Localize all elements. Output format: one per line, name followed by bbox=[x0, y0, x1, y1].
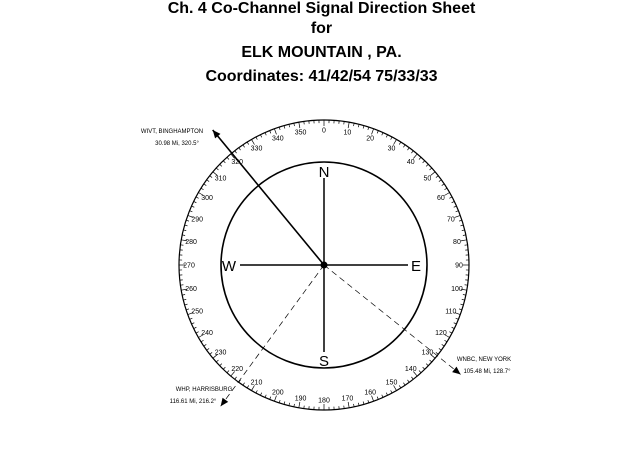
degree-label: 40 bbox=[406, 159, 415, 167]
north-label: N bbox=[318, 164, 330, 181]
degree-tick bbox=[372, 396, 374, 402]
south-label: S bbox=[318, 353, 330, 370]
degree-tick bbox=[185, 225, 188, 226]
degree-tick bbox=[442, 344, 444, 346]
degree-tick bbox=[348, 402, 349, 408]
degree-tick bbox=[204, 184, 206, 186]
degree-tick bbox=[423, 161, 425, 163]
degree-tick bbox=[411, 151, 413, 153]
degree-tick bbox=[220, 164, 222, 166]
degree-tick bbox=[452, 201, 455, 202]
degree-label: 30 bbox=[387, 145, 396, 153]
degree-tick bbox=[436, 176, 438, 178]
sheet-title-for: for bbox=[310, 20, 333, 37]
degree-tick bbox=[279, 127, 280, 130]
degree-label: 310 bbox=[214, 175, 227, 183]
degree-label: 190 bbox=[294, 395, 307, 403]
degree-label: 60 bbox=[437, 195, 445, 202]
degree-label: 180 bbox=[318, 397, 330, 405]
degree-tick bbox=[207, 348, 209, 350]
degree-tick bbox=[348, 122, 349, 128]
station-direction-lines bbox=[213, 127, 461, 406]
degree-tick bbox=[372, 129, 374, 135]
degree-tick bbox=[439, 348, 441, 350]
degree-tick bbox=[386, 393, 387, 396]
degree-tick bbox=[235, 377, 237, 379]
degree-tick bbox=[243, 383, 245, 385]
station-label-whp-name: WHP, HARRISBURG bbox=[175, 387, 233, 393]
degree-tick bbox=[256, 390, 257, 393]
degree-label: 140 bbox=[404, 365, 417, 373]
degree-tick bbox=[216, 168, 218, 170]
degree-tick bbox=[207, 180, 209, 182]
degree-label: 330 bbox=[250, 145, 263, 153]
degree-tick bbox=[363, 401, 364, 404]
degree-tick bbox=[210, 352, 212, 354]
degree-tick bbox=[444, 340, 447, 342]
degree-tick bbox=[452, 327, 455, 328]
degree-tick bbox=[394, 139, 397, 144]
degree-label: 320 bbox=[231, 159, 244, 167]
degree-tick bbox=[194, 201, 197, 202]
degree-tick bbox=[260, 393, 261, 396]
degree-tick bbox=[460, 225, 463, 226]
degree-tick bbox=[223, 367, 225, 369]
degree-tick bbox=[274, 129, 276, 135]
degree-tick bbox=[279, 400, 280, 403]
degree-label: 90 bbox=[455, 262, 463, 270]
degree-label: 240 bbox=[201, 330, 213, 337]
degree-label: 210 bbox=[250, 379, 263, 387]
degree-tick bbox=[239, 148, 241, 150]
degree-tick bbox=[186, 309, 189, 310]
degree-label: 250 bbox=[191, 308, 203, 316]
station-label-wnbc-detail: 105.48 Mi, 128.7° bbox=[463, 369, 511, 375]
degree-tick bbox=[386, 135, 387, 138]
degree-tick bbox=[265, 395, 266, 398]
degree-tick bbox=[186, 220, 189, 221]
coordinates: Coordinates: 41/42/54 75/33/33 bbox=[205, 68, 438, 85]
degree-tick bbox=[196, 332, 199, 333]
degree-tick bbox=[299, 122, 300, 128]
degree-tick bbox=[363, 126, 364, 129]
degree-label: 300 bbox=[201, 195, 213, 202]
degree-tick bbox=[247, 142, 249, 145]
degree-tick bbox=[461, 240, 467, 241]
degree-tick bbox=[382, 395, 383, 398]
degree-tick bbox=[216, 360, 218, 362]
degree-tick bbox=[243, 145, 245, 147]
degree-label: 350 bbox=[294, 129, 307, 137]
degree-tick bbox=[403, 383, 405, 385]
degree-tick bbox=[192, 206, 195, 207]
degree-tick bbox=[185, 304, 188, 305]
degree-label: 160 bbox=[364, 389, 377, 397]
degree-tick bbox=[223, 161, 225, 163]
degree-tick bbox=[274, 396, 276, 402]
degree-tick bbox=[430, 168, 432, 170]
degree-tick bbox=[204, 344, 206, 346]
degree-tick bbox=[419, 371, 421, 373]
degree-tick bbox=[426, 364, 428, 366]
degree-tick bbox=[442, 184, 444, 186]
degree-tick bbox=[391, 390, 392, 393]
station-label-wivt-detail: 30.98 Mi, 320.5° bbox=[155, 141, 199, 147]
degree-tick bbox=[423, 367, 425, 369]
degree-tick bbox=[192, 323, 195, 324]
degree-tick bbox=[368, 400, 369, 403]
degree-tick bbox=[227, 157, 229, 159]
degree-label: 120 bbox=[435, 330, 447, 337]
degree-label: 130 bbox=[421, 349, 434, 357]
station-label-whp-detail: 116.61 Mi, 216.2° bbox=[169, 399, 217, 405]
degree-tick bbox=[459, 220, 462, 221]
degree-tick bbox=[284, 401, 285, 404]
degree-tick bbox=[235, 151, 237, 153]
degree-tick bbox=[444, 188, 447, 190]
station-arrowhead bbox=[452, 367, 460, 375]
station-label-wnbc-name: WNBC, NEW YORK bbox=[456, 357, 512, 363]
degree-label: 150 bbox=[385, 379, 398, 387]
degree-label: 70 bbox=[446, 216, 455, 224]
degree-tick bbox=[201, 188, 204, 190]
east-label: E bbox=[410, 258, 422, 275]
degree-label: 100 bbox=[451, 285, 463, 293]
degree-tick bbox=[368, 127, 369, 130]
degree-tick bbox=[403, 145, 405, 147]
degree-label: 20 bbox=[366, 135, 375, 143]
sheet-title: Ch. 4 Co-Channel Signal Direction Sheet bbox=[167, 0, 476, 17]
degree-tick bbox=[220, 364, 222, 366]
degree-tick bbox=[382, 133, 383, 136]
degree-tick bbox=[399, 142, 401, 145]
degree-tick bbox=[426, 164, 428, 166]
degree-tick bbox=[284, 126, 285, 129]
degree-tick bbox=[411, 377, 413, 379]
degree-tick bbox=[399, 385, 401, 388]
center-point bbox=[321, 262, 328, 269]
degree-tick bbox=[252, 139, 255, 144]
degree-label: 290 bbox=[191, 216, 203, 224]
degree-label: 110 bbox=[445, 308, 457, 316]
degree-label: 170 bbox=[341, 395, 354, 403]
degree-tick bbox=[265, 133, 266, 136]
degree-label: 220 bbox=[231, 365, 244, 373]
degree-label: 200 bbox=[271, 389, 284, 397]
degree-tick bbox=[299, 402, 300, 408]
degree-tick bbox=[407, 148, 409, 150]
degree-tick bbox=[449, 332, 452, 333]
degree-tick bbox=[196, 197, 199, 198]
degree-tick bbox=[201, 340, 204, 342]
degree-tick bbox=[454, 206, 457, 207]
degree-tick bbox=[449, 197, 452, 198]
degree-tick bbox=[454, 323, 457, 324]
degree-tick bbox=[391, 137, 392, 140]
degree-label: 340 bbox=[271, 135, 284, 143]
degree-tick bbox=[227, 371, 229, 373]
station-direction-line bbox=[221, 265, 324, 406]
station-arrowhead bbox=[221, 398, 229, 407]
degree-tick bbox=[459, 309, 462, 310]
degree-tick bbox=[260, 135, 261, 138]
degree-tick bbox=[194, 327, 197, 328]
degree-tick bbox=[436, 352, 438, 354]
degree-tick bbox=[430, 360, 432, 362]
degree-label: 80 bbox=[453, 239, 461, 247]
degree-label: 280 bbox=[185, 239, 197, 247]
west-label: W bbox=[221, 258, 237, 275]
degree-label: 230 bbox=[214, 349, 227, 357]
degree-tick bbox=[460, 304, 463, 305]
degree-label: 10 bbox=[343, 129, 352, 137]
station-direction-line bbox=[213, 127, 326, 265]
degree-tick bbox=[256, 137, 257, 140]
degree-label: 260 bbox=[185, 285, 197, 293]
degree-label: 270 bbox=[183, 262, 195, 270]
location-name: ELK MOUNTAIN , PA. bbox=[241, 44, 402, 61]
degree-tick bbox=[419, 157, 421, 159]
degree-tick bbox=[455, 215, 461, 217]
degree-tick bbox=[407, 380, 409, 382]
degree-tick bbox=[413, 154, 417, 159]
degree-tick bbox=[439, 180, 441, 182]
degree-tick bbox=[247, 385, 249, 388]
degree-tick bbox=[210, 176, 212, 178]
degree-tick bbox=[444, 193, 449, 196]
degree-label: 0 bbox=[322, 127, 326, 135]
station-label-wivt-name: WIVT, BINGHAMPTON bbox=[140, 129, 204, 135]
degree-label: 50 bbox=[423, 175, 432, 183]
